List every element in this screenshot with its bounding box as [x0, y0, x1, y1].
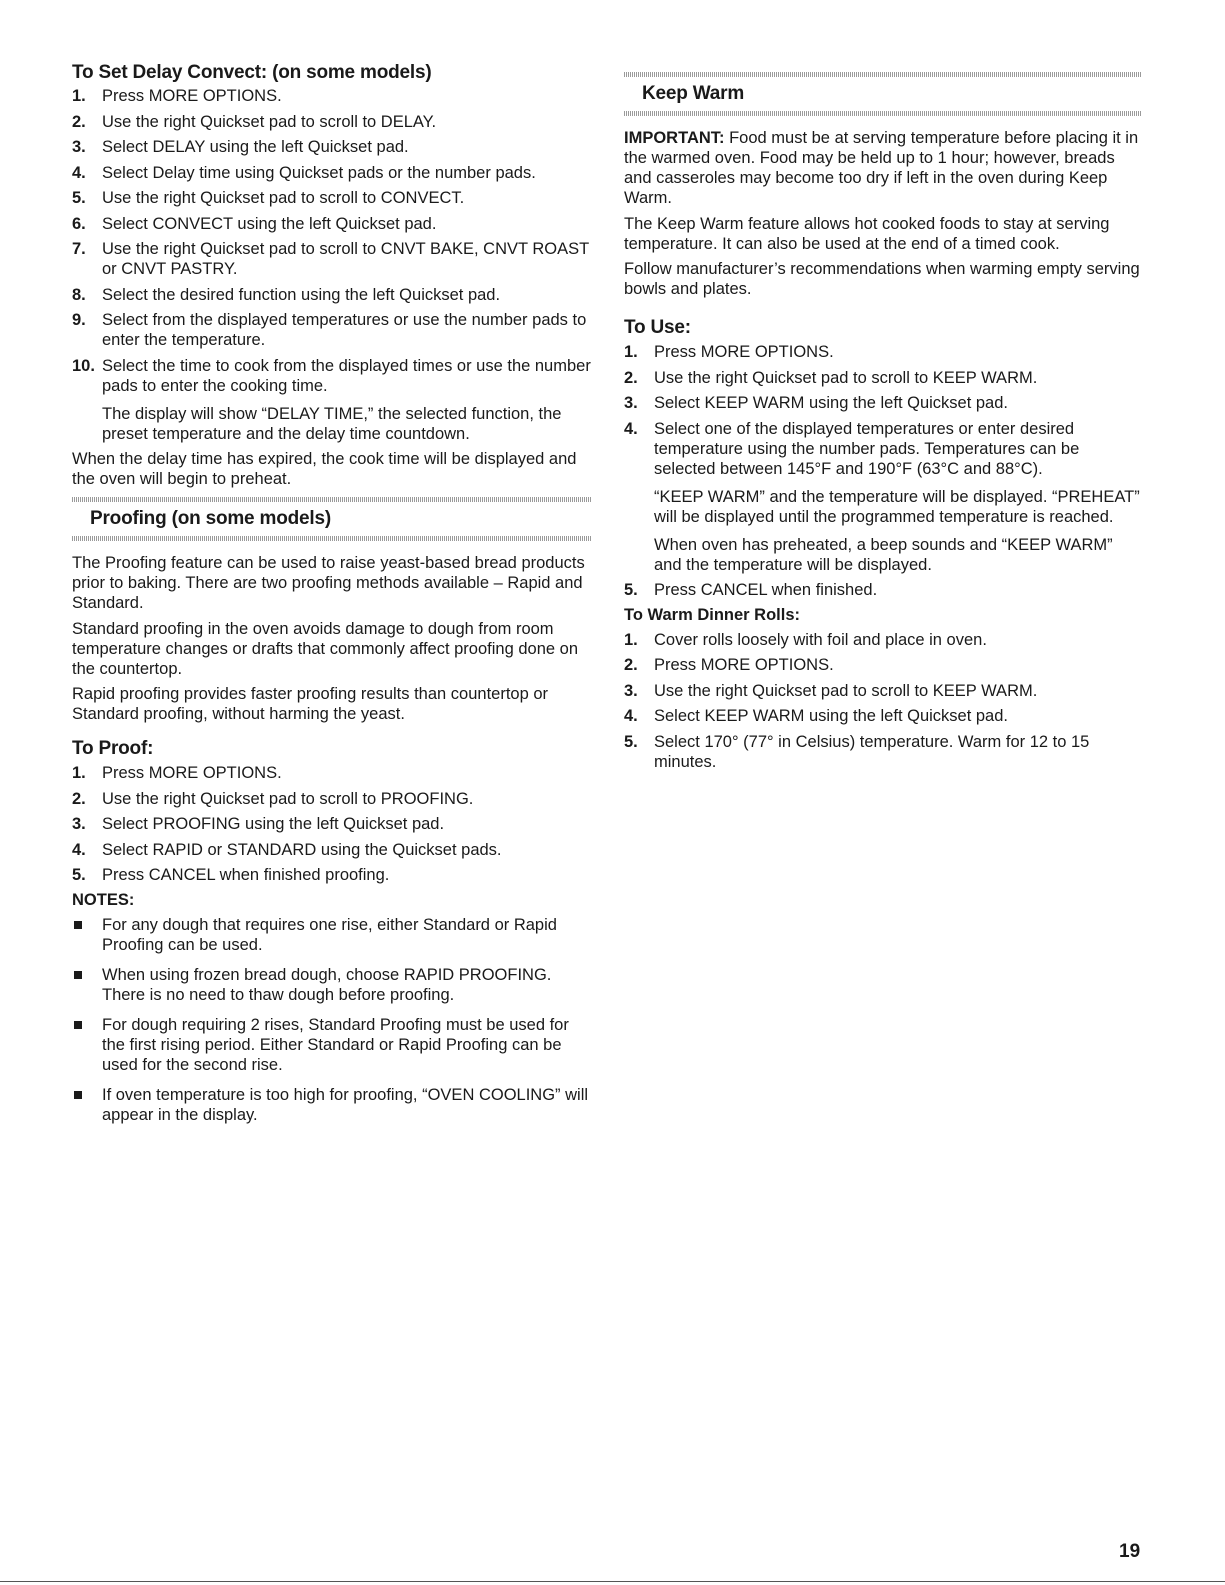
step-note: When oven has preheated, a beep sounds and “KEEP WARM” and the temperature will be displayed.	[654, 535, 1113, 574]
list-item: 5. Press CANCEL when finished.	[624, 581, 878, 599]
list-item: 5. Press CANCEL when finished proofing.	[72, 866, 390, 884]
keep-warm-paragraph: Follow manufacturer’s recommendations when warming empty serving bowls and plates.	[624, 260, 1140, 298]
important-paragraph: IMPORTANT: Food must be at serving temperature before placing it in the warmed oven. Food may be held up to 1 hour; however, breads and casseroles may become too dry if left in the oven during Keep Warm.	[624, 129, 1139, 207]
list-item: For dough requiring 2 rises, Standard Proofing must be used for the first rising period. Either Standard or Rapid Proofing can be used for the second rise.	[72, 1015, 592, 1075]
bullet-square-icon	[74, 1091, 82, 1099]
proofing-paragraph: The Proofing feature can be used to raise yeast-based bread products prior to baking. There are two proofing methods available – Rapid and Standard.	[72, 554, 585, 612]
keep-warm-paragraph: The Keep Warm feature allows hot cooked foods to stay at serving temperature. It can also be used at the end of a timed cook.	[624, 214, 1110, 253]
proofing-banner-title: Proofing (on some models)	[90, 508, 331, 529]
list-item: 1. Press MORE OPTIONS.	[72, 87, 282, 105]
page-bottom-rule	[0, 1581, 1225, 1582]
right-column	[624, 62, 1142, 777]
list-item: 6. Select CONVECT using the left Quickset pad.	[72, 214, 437, 233]
to-proof-steps	[72, 763, 592, 885]
delay-closing-paragraph: When the delay time has expired, the cook time will be displayed and the oven will begin to preheat.	[72, 450, 577, 488]
proofing-paragraph: Standard proofing in the oven avoids damage to dough from room temperature changes or drafts that commonly affect proofing done on the countertop.	[72, 619, 578, 678]
banner-stripe-bottom	[72, 536, 592, 541]
list-item: 3. Use the right Quickset pad to scroll to KEEP WARM.	[624, 681, 1038, 700]
list-item: 2. Use the right Quickset pad to scroll to DELAY.	[72, 112, 437, 131]
list-item: 3. Select DELAY using the left Quickset pad.	[72, 138, 409, 156]
list-item: 1. Cover rolls loosely with foil and place in oven.	[624, 630, 987, 649]
proofing-paragraph: Rapid proofing provides faster proofing results than countertop or Standard proofing, without harming the yeast.	[72, 685, 549, 723]
list-item: 1. Press MORE OPTIONS.	[624, 343, 834, 361]
to-use-steps	[624, 342, 1142, 600]
important-label: IMPORTANT:	[624, 129, 725, 147]
page-number: 19	[1119, 1541, 1141, 1562]
bullet-square-icon	[74, 921, 82, 929]
list-item: 4. Select Delay time using Quickset pads or the number pads.	[72, 163, 536, 182]
list-item: 2. Use the right Quickset pad to scroll to PROOFING.	[72, 789, 474, 808]
list-item: 2. Use the right Quickset pad to scroll to KEEP WARM.	[624, 368, 1038, 387]
list-item: When using frozen bread dough, choose RAPID PROOFING. There is no need to thaw dough before proofing.	[72, 965, 592, 1005]
proofing-banner	[72, 497, 592, 541]
list-item: If oven temperature is too high for proofing, “OVEN COOLING” will appear in the display.	[72, 1085, 592, 1125]
delay-convect-steps	[72, 86, 592, 444]
banner-stripe-bottom	[624, 111, 1142, 116]
delay-convect-heading: To Set Delay Convect: (on some models)	[72, 62, 432, 83]
left-column	[72, 62, 592, 1135]
keep-warm-banner	[624, 72, 1142, 116]
list-item: For any dough that requires one rise, either Standard or Rapid Proofing can be used.	[72, 915, 592, 955]
list-item: 9. Select from the displayed temperatures or use the number pads to enter the temperature.	[72, 311, 587, 349]
step-note: The display will show “DELAY TIME,” the selected function, the preset temperature and the delay time countdown.	[102, 404, 562, 443]
list-item: 3. Select KEEP WARM using the left Quickset pad.	[624, 394, 1008, 412]
bullet-square-icon	[74, 1021, 82, 1029]
list-item: 4. Select RAPID or STANDARD using the Quickset pads.	[72, 840, 502, 859]
list-item: 4. Select one of the displayed temperatures or enter desired temperature using the number pads. Temperatures can be selected between 145°F and 190°F (63°C and 88°C). “KEEP WARM” and the temperature will be displayed. “PREHEAT” will be displayed until the programmed temperature is reached. When oven has preheated, a beep sounds and “KEEP WARM” and the temperature will be displayed.	[624, 419, 1142, 575]
bullet-square-icon	[74, 971, 82, 979]
list-item: 8. Select the desired function using the left Quickset pad.	[72, 285, 501, 304]
to-use-heading: To Use:	[624, 317, 691, 338]
list-item: 7. Use the right Quickset pad to scroll to CNVT BAKE, CNVT ROAST or CNVT PASTRY.	[72, 240, 589, 278]
to-proof-heading: To Proof:	[72, 738, 154, 759]
list-item: 3. Select PROOFING using the left Quickset pad.	[72, 815, 445, 833]
list-item: 5. Use the right Quickset pad to scroll to CONVECT.	[72, 189, 465, 207]
list-item: 4. Select KEEP WARM using the left Quickset pad.	[624, 707, 1008, 725]
keep-warm-banner-title: Keep Warm	[642, 83, 745, 104]
warm-rolls-heading: To Warm Dinner Rolls:	[624, 605, 801, 624]
notes-list	[72, 915, 592, 1125]
list-item: 1. Press MORE OPTIONS.	[72, 764, 282, 782]
list-item: 10. Select the time to cook from the displayed times or use the number pads to enter the cooking time. The display will show “DELAY TIME,” the selected function, the preset temperature and the delay time countdown.	[72, 356, 591, 443]
notes-heading: NOTES:	[72, 890, 135, 909]
list-item: 2. Press MORE OPTIONS.	[624, 656, 834, 674]
step-note: “KEEP WARM” and the temperature will be displayed. “PREHEAT” will be displayed until the programmed temperature is reached.	[654, 487, 1140, 526]
warm-rolls-steps	[624, 630, 1142, 772]
list-item: 5. Select 170° (77° in Celsius) temperature. Warm for 12 to 15 minutes.	[624, 732, 1090, 771]
